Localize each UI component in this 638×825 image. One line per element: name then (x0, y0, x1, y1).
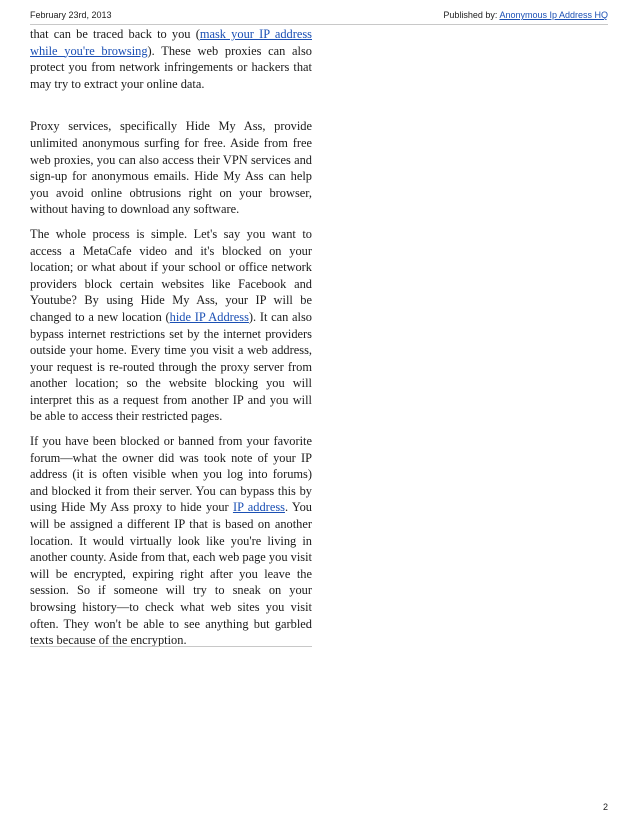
paragraph-proxy-services: Proxy services, specifically Hide My Ass, provide unlimited anonymous surfing for free. Aside from free web proxies, you can also access their VPN services and sign-up for anonymous emails. Hide My Ass can help you avoid online obtrusions right on your browser, without having to download any software. (30, 119, 312, 217)
page-number: 2 (602, 802, 608, 812)
header-date: February 23rd, 2013 (30, 10, 112, 20)
header-divider (30, 24, 608, 25)
publisher-link[interactable]: Anonymous Ip Address HQ (499, 10, 608, 20)
paragraph-text: . You will be assigned a different IP that is based on another location. It would virtually look like you're living in another county. Aside from that, each web page you visit will be encrypted, expiring right after you leave the session. So if someone will try to sneak on your browsing history—to check what web sites you visit often. They won't be able to see anything but garbled texts because of the encryption. (30, 500, 312, 648)
article-column (30, 26, 312, 657)
paragraph-process (30, 226, 312, 425)
ip-address-link[interactable]: IP address (232, 500, 285, 515)
published-by-label: Published by: (443, 10, 498, 20)
header-publisher (443, 10, 608, 20)
column-end-divider (30, 646, 312, 647)
mask-ip-link[interactable]: mask your IP address while you're browsing (30, 27, 312, 58)
paragraph-text: ). It can also bypass internet restrictions set by the internet providers outside your home. Every time you visit a web address, your request is re-routed through the proxy server from another location; so the website blocking you will interpret this as a request from another IP and you will be able to access their restricted pages. (30, 309, 313, 424)
hide-ip-address-link[interactable]: hide IP Address (169, 309, 249, 324)
paragraph-text: ). These web proxies can also protect you from network infringements or hackers that may try to extract your online data. (30, 43, 312, 91)
paragraph-text: If you have been blocked or banned from your favorite forum—what the owner did was took note of your IP address (it is often visible when you log into forums) and blocked it from their server. You can bypass this by using Hide My Ass proxy to hide your (30, 434, 312, 515)
paragraph-intro (30, 26, 312, 92)
paragraph-text: that can be traced back to you ( (30, 27, 200, 41)
paragraph-forum-ban (30, 433, 312, 649)
paragraph-text: The whole process is simple. Let's say you want to access a MetaCafe video and it's blocked on your location; or what about if your school or office network providers block certain websites like Facebook and Youtube? By using Hide My Ass, your IP will be changed to a new location ( (30, 226, 312, 324)
